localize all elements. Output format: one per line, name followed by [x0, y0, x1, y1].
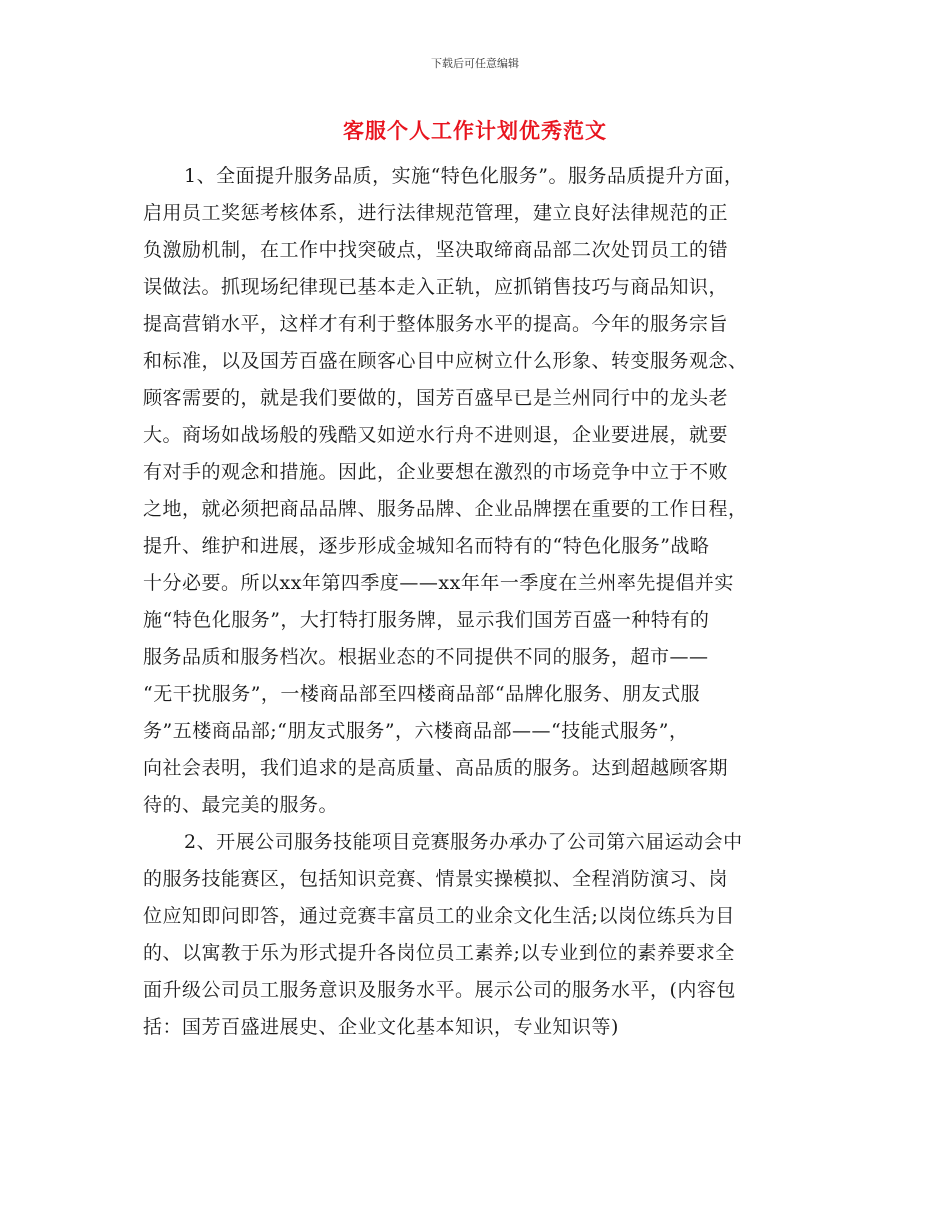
paragraph-line: 向社会表明，我们追求的是高质量、高品质的服务。达到超越顾客期 — [143, 757, 729, 779]
paragraph-line: 施“特色化服务”，大打特打服务牌，显示我们国芳百盛一种特有的 — [143, 609, 710, 631]
paragraph-line: 提升、维护和进展，逐步形成金城知名而特有的“特色化服务”战略 — [143, 535, 710, 557]
paragraph-line: 的、以寓教于乐为形式提升各岗位员工素养;以专业到位的素养要求全 — [143, 942, 735, 964]
paragraph-line: 有对手的观念和措施。因此，企业要想在激烈的市场竞争中立于不败 — [143, 461, 729, 483]
paragraph-line: 和标准，以及国芳百盛在顾客心目中应树立什么形象、转变服务观念、 — [143, 350, 748, 372]
paragraph-line: 务”五楼商品部;“朋友式服务”，六楼商品部——“技能式服务”， — [143, 720, 689, 742]
paragraph-line: 的服务技能赛区，包括知识竞赛、情景实操模拟、全程消防演习、岗 — [143, 868, 729, 890]
paragraph-line: 位应知即问即答，通过竞赛丰富员工的业余文化生活;以岗位练兵为目 — [143, 905, 735, 927]
paragraph-line: 提高营销水平，这样才有利于整体服务水平的提高。今年的服务宗旨 — [143, 313, 729, 335]
paragraph-line: 1、全面提升服务品质，实施“特色化服务”。服务品质提升方面， — [184, 165, 744, 187]
paragraph-line: 服务品质和服务档次。根据业态的不同提供不同的服务，超市—— — [143, 646, 709, 668]
paragraph-line: 大。商场如战场般的残酷又如逆水行舟不进则退，企业要进展，就要 — [143, 424, 729, 446]
paragraph-line: 十分必要。所以xx年第四季度——xx年年一季度在兰州率先提倡并实 — [143, 572, 734, 594]
document-title: 客服个人工作计划优秀范文 — [343, 119, 607, 143]
paragraph-line: 括：国芳百盛进展史、企业文化基本知识，专业知识等) — [143, 1016, 619, 1038]
paragraph-line: “无干扰服务”，一楼商品部至四楼商品部“品牌化服务、朋友式服 — [143, 683, 701, 705]
paragraph-line: 之地，就必须把商品品牌、服务品牌、企业品牌摆在重要的工作日程， — [143, 498, 748, 520]
paragraph-line: 待的、最完美的服务。 — [143, 794, 339, 816]
page-header-note: 下载后可任意编辑 — [431, 57, 519, 70]
paragraph-line: 顾客需要的，就是我们要做的，国芳百盛早已是兰州同行中的龙头老 — [143, 387, 729, 409]
paragraph-line: 2、开展公司服务技能项目竞赛服务办承办了公司第六届运动会中 — [184, 831, 743, 853]
paragraph-line: 启用员工奖惩考核体系，进行法律规范管理，建立良好法律规范的正 — [143, 202, 729, 224]
paragraph-line: 负激励机制，在工作中找突破点，坚决取缔商品部二次处罚员工的错 — [143, 239, 729, 261]
paragraph-line: 误做法。抓现场纪律现已基本走入正轨，应抓销售技巧与商品知识， — [143, 276, 729, 298]
paragraph-line: 面升级公司员工服务意识及服务水平。展示公司的服务水平，(内容包 — [143, 979, 736, 1001]
